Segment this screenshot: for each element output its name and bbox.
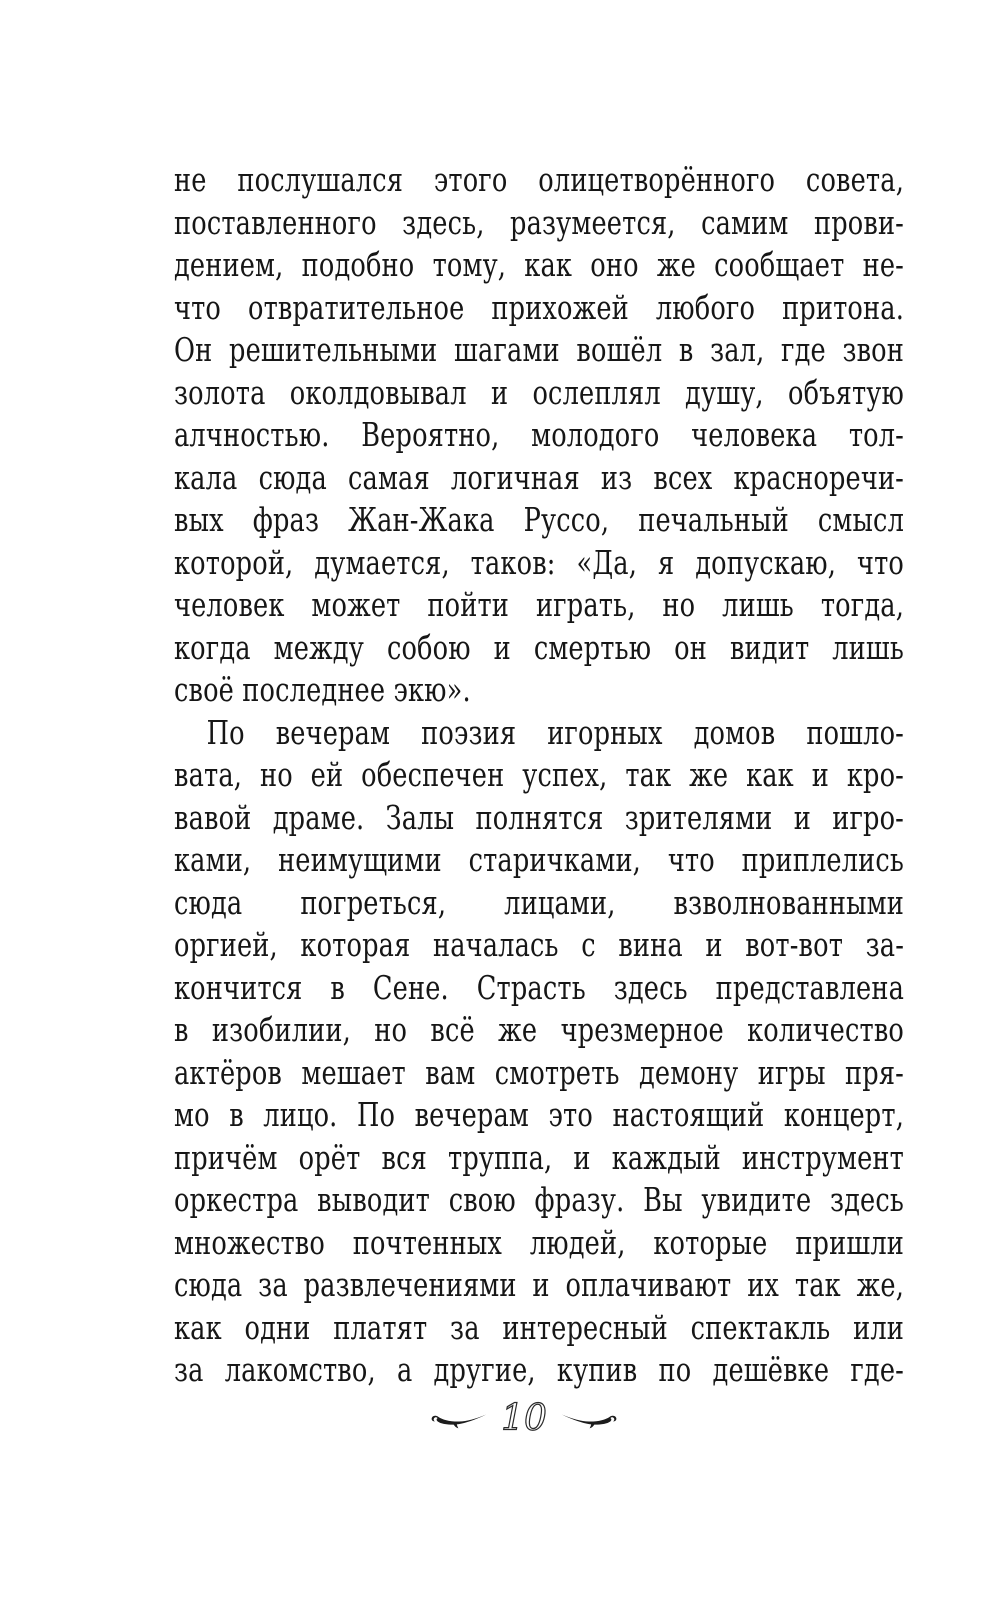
text-line: как одни платят за интересный спектакль или xyxy=(174,1307,905,1347)
text-line: когда между собою и смертью он видит лишь xyxy=(174,627,905,667)
text-line: дением, подобно тому, как оно же сообщает не- xyxy=(174,245,905,284)
text-line: своё последнее экю». xyxy=(174,670,471,709)
text-line: сюда за развлечениями и оплачивают их так же, xyxy=(174,1265,905,1304)
text-line: множество почтенных людей, которые пришли xyxy=(174,1222,905,1262)
text-line: человек может пойти играть, но лишь тогда, xyxy=(174,585,905,624)
text-line: По вечерам поэзия игорных домов пошло- xyxy=(206,712,905,752)
text-line: которой, думается, таков: «Да, я допускаю, что xyxy=(174,542,905,582)
text-line: актёров мешает вам смотреть демону игры пря- xyxy=(174,1052,905,1092)
text-line: кала сюда самая логичная из всех красноречи- xyxy=(174,457,905,497)
text-line: что отвратительное прихожей любого притона. xyxy=(174,287,905,327)
text-line: вавой драме. Залы полнятся зрителями и игро- xyxy=(174,797,905,837)
text-line: сюда погреться, лицами, взволнованными xyxy=(174,882,905,922)
text-line: в изобилии, но всё же чрезмерное количество xyxy=(174,1010,905,1049)
text-block xyxy=(174,159,904,1392)
text-line: мо в лицо. По вечерам это настоящий концерт, xyxy=(174,1095,905,1134)
text-line: причём орёт вся труппа, и каждый инструмент xyxy=(174,1137,905,1177)
page-number: 10 xyxy=(501,1398,547,1439)
text-line: за лакомство, а другие, купив по дешёвке где- xyxy=(174,1350,905,1389)
text-line: алчностью. Вероятно, молодого человека тол- xyxy=(174,415,905,454)
text-line: Он решительными шагами вошёл в зал, где звон xyxy=(174,330,905,369)
text-line: вых фраз Жан-Жака Руссо, печальный смысл xyxy=(174,500,905,539)
page-footer xyxy=(174,1396,874,1442)
text-line: не послушался этого олицетворённого совета, xyxy=(174,160,905,199)
swash-left-icon xyxy=(430,1408,488,1430)
text-line: золота околдовывал и ослеплял душу, объятую xyxy=(174,372,905,412)
text-line: вата, но ей обеспечен успех, так же как и кро- xyxy=(174,755,905,794)
text-line: поставленного здесь, разумеется, самим прови- xyxy=(174,202,905,242)
text-line: оркестра выводит свою фразу. Вы увидите здесь xyxy=(174,1180,905,1219)
swash-right-icon xyxy=(560,1408,618,1430)
text-line: ками, неимущими старичками, что приплелись xyxy=(174,840,905,879)
text-line: оргией, которая началась с вина и вот-вот за- xyxy=(174,925,905,964)
text-line: кончится в Сене. Страсть здесь представлена xyxy=(174,967,905,1007)
